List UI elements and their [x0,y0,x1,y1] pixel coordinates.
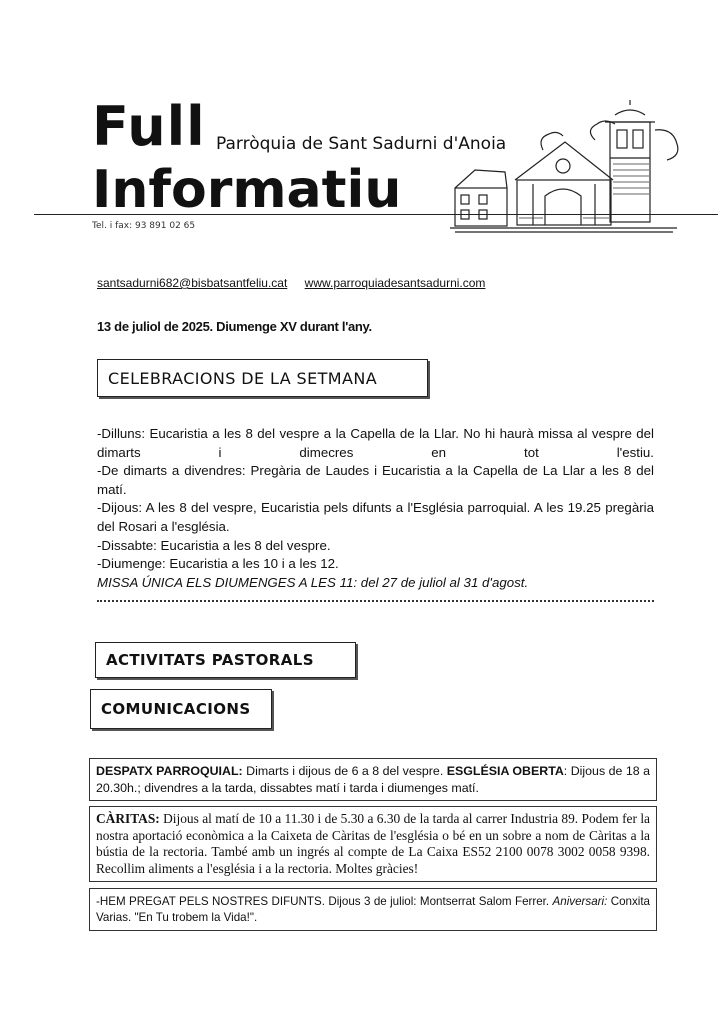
office-hours-text: Dimarts i dijous de 6 a 8 del vespre. [242,764,447,778]
caritas-box [89,806,657,882]
deceased-box [89,888,657,931]
office-hours-label: DESPATX PARROQUIAL: [96,764,243,778]
schedule-thursday: -Dijous: A les 8 del vespre, Eucaristia pels difunts a l'Església parroquial. A les 19.25 pregària del Rosari a l'església. [97,500,654,534]
activities-heading [95,642,356,678]
church-illustration [445,100,685,245]
website-link[interactable]: www.parroquiadesantsadurni.com [304,276,486,290]
celebrations-title: CELEBRACIONS DE LA SETMANA [108,368,378,388]
communications-heading [90,689,272,729]
deceased-text: -HEM PREGAT PELS NOSTRES DIFUNTS. Dijous 3 de juliol: Montserrat Salom Ferrer. [96,895,553,908]
email-link[interactable]: santsadurni682@bisbatsantfeliu.cat [97,276,288,290]
schedule-summer-note: MISSA ÚNICA ELS DIUMENGES A LES 11: del 27 de juliol al 31 d'agost. [97,574,529,590]
church-open-text: : Dijous de 18 a 20.30h.; divendres a la tarda, dissabtes matí i tarda i diumenges matí. [96,764,650,795]
anniversary-text: Conxita Varias. "En Tu trobem la Vida!". [96,895,651,924]
schedule-saturday: -Dissabte: Eucaristia a les 8 del vespre. [97,537,331,553]
office-hours-box [89,758,657,801]
date-line: 13 de juliol de 2025. Diumenge XV durant l'any. [97,319,372,334]
weekly-schedule [97,425,654,592]
contact-links [97,276,499,290]
communications-title: COMUNICACIONS [101,700,251,718]
schedule-monday: -Dilluns: Eucaristia a les 8 del vespre a la Capella de la Llar. No hi haurà missa al vespre del dimarts i dimecres en tot l'estiu. [97,426,654,460]
activities-title: ACTIVITATS PASTORALS [106,651,314,669]
caritas-text: Dijous al matí de 10 a 11.30 i de 5.30 a 6.30 de la tarda al carrer Industria 89. Podem fer la nostra aportació econòmica a la Caixeta de Càritas de l'església o bé en un sobre a nom de Càritas a la bústia de la rectoria. També amb un ingrés al compte de La Caixa ES52 2100 0078 3002 0058 9398. Recollim aliments a l'església i a la rectoria. Moltes gràcies! [96,811,650,877]
anniversary-label: Aniversari: [552,895,608,908]
caritas-label: CÀRITAS: [96,811,160,826]
church-open-label: ESGLÉSIA OBERTA [446,764,564,778]
dotted-separator [97,600,654,602]
parish-name: Parròquia de Sant Sadurni d'Anoia [216,134,507,154]
schedule-tue-fri: -De dimarts a divendres: Pregària de Laudes i Eucaristia a la Capella de La Llar a les 8 del matí. [97,463,654,497]
phone-number: Tel. i fax: 93 891 02 65 [92,221,196,231]
masthead-title-full: Full [92,95,206,158]
masthead-title-informatiu: Informatiu [92,160,402,220]
celebrations-heading [97,359,428,397]
schedule-sunday: -Diumenge: Eucaristia a les 10 i a les 12. [97,556,339,572]
